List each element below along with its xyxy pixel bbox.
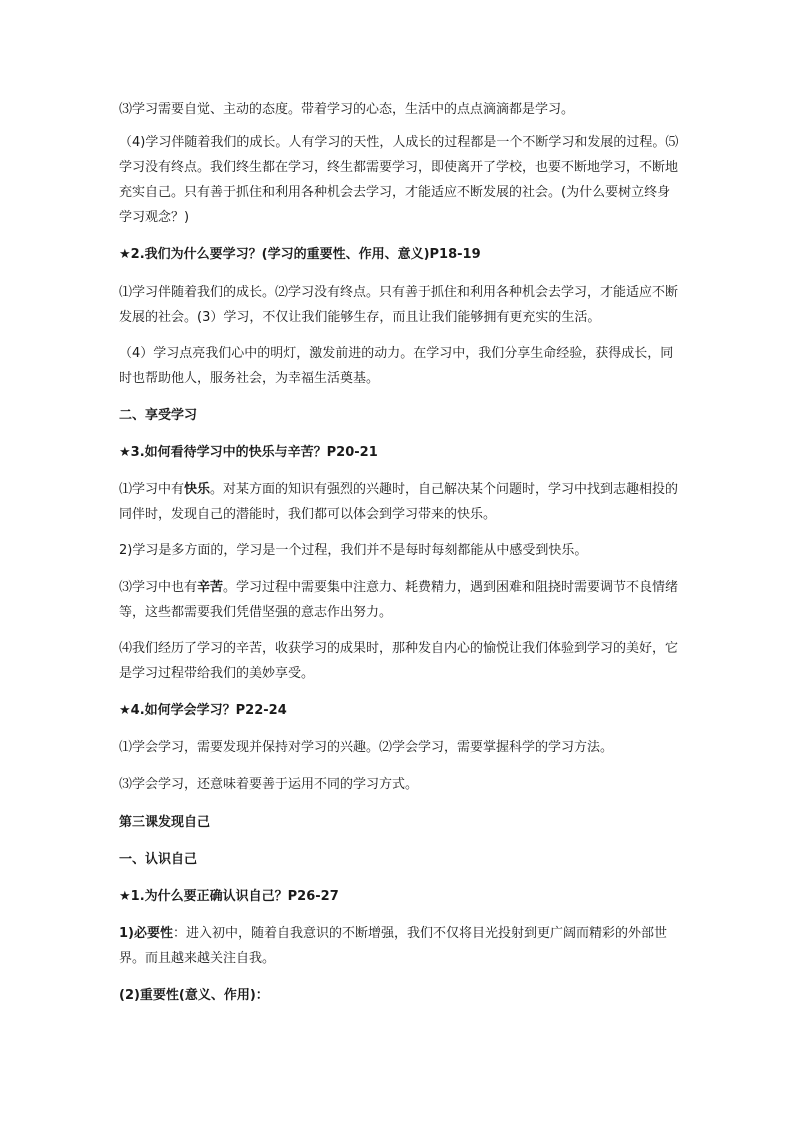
paragraph-joy-body: 。对某方面的知识有强烈的兴趣时，自己解决某个问题时，学习中找到志趣相投的同伴时，发现自己的潜能时，我们都可以体会到学习带来的快乐。 bbox=[119, 482, 679, 522]
paragraph-joy bbox=[119, 477, 679, 527]
paragraph-hardship-prefix: ⑶学习中也有 bbox=[119, 580, 198, 595]
heading-why-know-yourself: ★1.为什么要正确认识自己？P26-27 bbox=[119, 889, 339, 904]
paragraph-learning-growth: （4)学习伴随着我们的成长。人有学习的天性，人成长的过程都是一个不断学习和发展的过程。⑸学习没有终点。我们终生都在学习，终生都需要学习，即使离开了学校，也要不断地学习，不断地充实自己。只有善于抓住和利用各种机会去学习，才能适应不断发展的社会。(为什么要树立终身学习观念？) bbox=[119, 135, 679, 225]
paragraph-hardship bbox=[119, 575, 679, 625]
paragraph-learn-2: ⑶学会学习，还意味着要善于运用不同的学习方式。 bbox=[119, 777, 419, 792]
paragraph-hardship-body: 。学习过程中需要集中注意力、耗费精力，遇到困难和阻挠时需要调节不良情绪等，这些都需要我们凭借坚强的意志作出努力。 bbox=[119, 580, 679, 620]
paragraph-joy-prefix: ⑴学习中有 bbox=[119, 482, 185, 497]
paragraph-learning-attitude: ⑶学习需要自觉、主动的态度。带着学习的心态，生活中的点点滴滴都是学习。 bbox=[119, 102, 575, 117]
heading-enjoy-learning: 二、享受学习 bbox=[119, 408, 198, 423]
paragraph-hardship-keyword: 辛苦 bbox=[197, 580, 224, 595]
paragraph-learn-1: ⑴学会学习，需要发现并保持对学习的兴趣。⑵学会学习，需要掌握科学的学习方法。 bbox=[119, 740, 614, 755]
paragraph-necessity-body: ：进入初中，随着自我意识的不断增强，我们不仅将目光投射到更广阔而精彩的外部世界。而且越来越关注自我。 bbox=[119, 926, 668, 966]
paragraph-necessity bbox=[119, 921, 679, 971]
paragraph-joy-keyword: 快乐 bbox=[184, 482, 211, 497]
heading-joy-and-hardship: ★3.如何看待学习中的快乐与辛苦？P20-21 bbox=[119, 445, 378, 460]
heading-learn-how-to-learn: ★4.如何学会学习？P22-24 bbox=[119, 703, 287, 718]
heading-why-learn: ★2.我们为什么要学习？(学习的重要性、作用、意义)P18-19 bbox=[119, 247, 481, 262]
paragraph-why-learn-1: ⑴学习伴随着我们的成长。⑵学习没有终点。只有善于抓住和利用各种机会去学习，才能适应不断发展的社会。(3）学习，不仅让我们能够生存，而且让我们能够拥有更充实的生活。 bbox=[119, 285, 679, 325]
heading-lesson-three: 第三课发现自己 bbox=[119, 815, 211, 830]
heading-know-yourself: 一、认识自己 bbox=[119, 852, 198, 867]
paragraph-why-learn-2: （4）学习点亮我们心中的明灯，激发前进的动力。在学习中，我们分享生命经验，获得成长，同时也帮助他人，服务社会，为幸福生活奠基。 bbox=[119, 346, 674, 386]
paragraph-necessity-label: 1)必要性 bbox=[119, 926, 173, 941]
heading-importance: (2)重要性(意义、作用)： bbox=[119, 988, 269, 1003]
paragraph-beauty-of-learning: ⑷我们经历了学习的辛苦，收获学习的成果时，那种发自内心的愉悦让我们体验到学习的美好，它是学习过程带给我们的美妙享受。 bbox=[119, 641, 679, 681]
paragraph-multifaceted: 2)学习是多方面的，学习是一个过程，我们并不是每时每刻都能从中感受到快乐。 bbox=[119, 543, 588, 558]
